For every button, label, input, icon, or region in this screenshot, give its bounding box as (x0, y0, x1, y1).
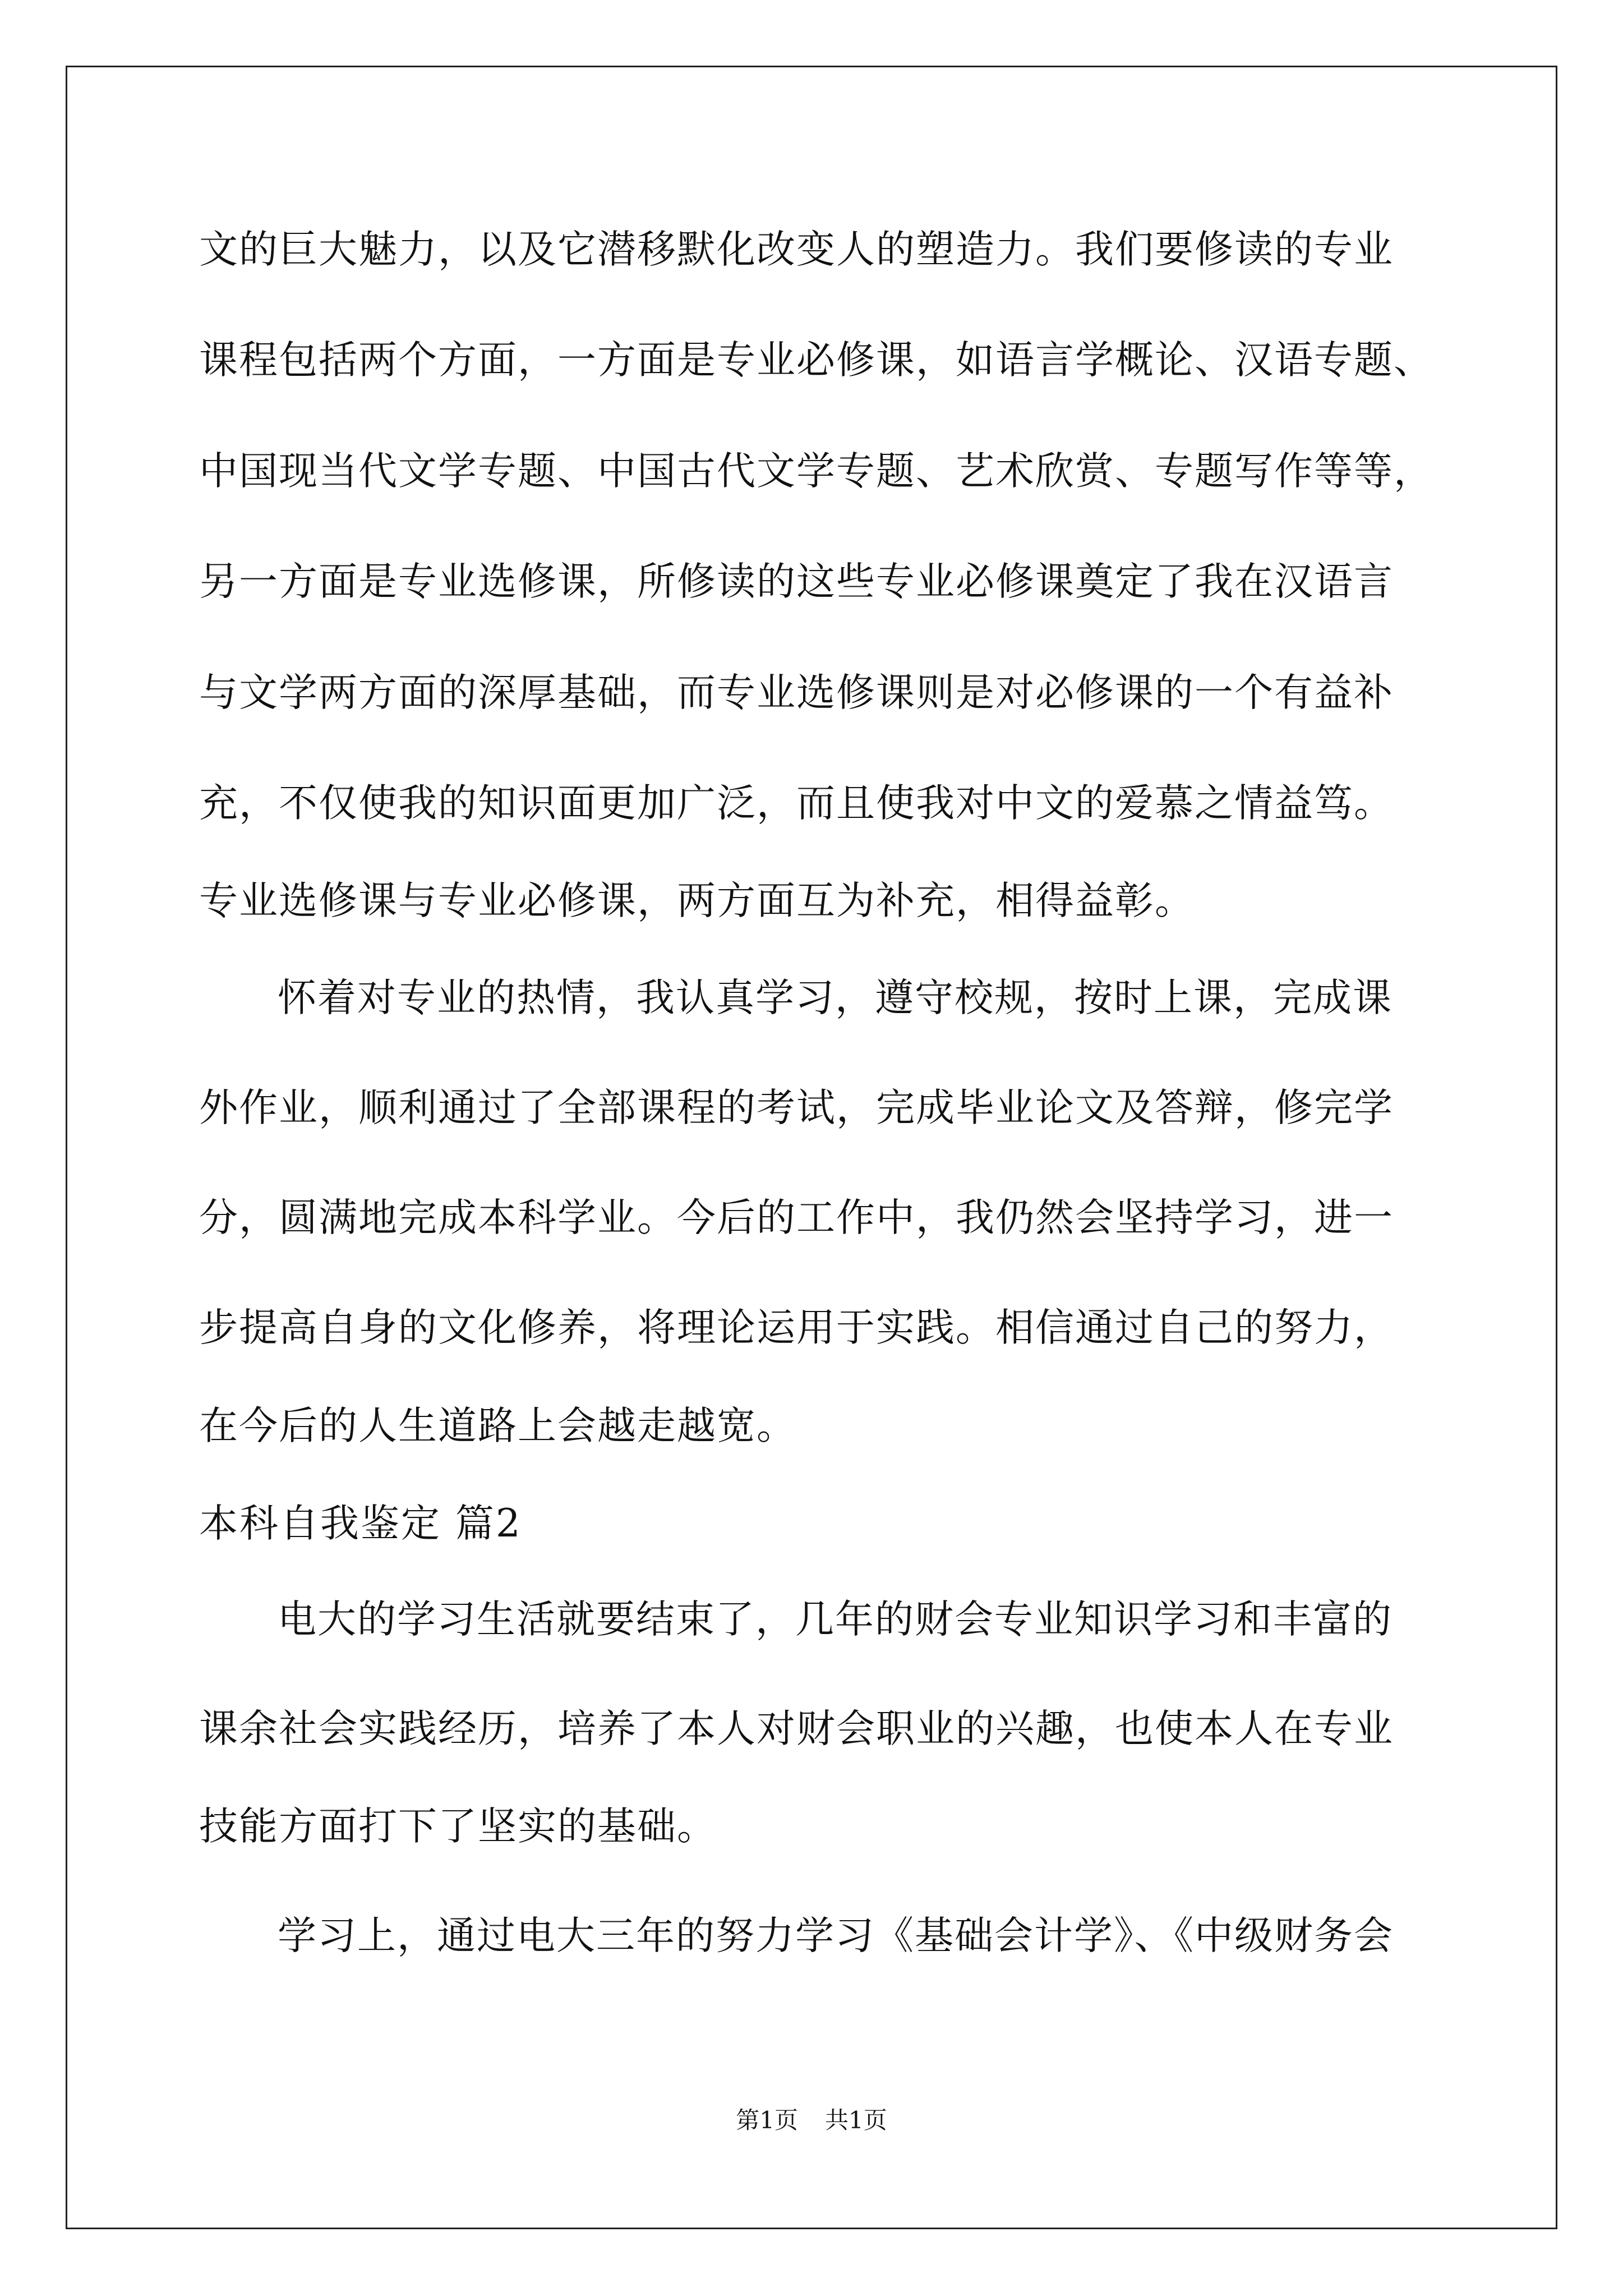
body-text-line: 外作业，顺利通过了全部课程的考试，完成毕业论文及答辩，修完学 (199, 1085, 1394, 1130)
page-border (66, 66, 1557, 2229)
body-text-line: 在今后的人生道路上会越走越宽。 (199, 1404, 796, 1448)
body-text-line: 技能方面打下了坚实的基础。 (199, 1804, 717, 1849)
paragraph-start-line: 电大的学习生活就要结束了，几年的财会专业知识学习和丰富的 (278, 1597, 1393, 1642)
page-footer (0, 2105, 1623, 2136)
section-heading: 本科自我鉴定 篇2 (199, 1501, 522, 1546)
body-text-line: 课程包括两个方面，一方面是专业必修课，如语言学概论、汉语专题、 (199, 338, 1433, 383)
paragraph-start-line: 怀着对专业的热情，我认真学习，遵守校规，按时上课，完成课 (278, 976, 1393, 1020)
body-text-line: 中国现当代文学专题、中国古代文学专题、艺术欣赏、专题写作等等， (199, 449, 1433, 494)
body-text-line: 文的巨大魅力，以及它潜移默化改变人的塑造力。我们要修读的专业 (199, 227, 1394, 272)
body-text-line: 课余社会实践经历，培养了本人对财会职业的兴趣，也使本人在专业 (199, 1706, 1394, 1751)
body-text-line: 充，不仅使我的知识面更加广泛，而且使我对中文的爱慕之情益笃。 (199, 781, 1394, 826)
body-text-line: 专业选修课与专业必修课，两方面互为补充，相得益彰。 (199, 878, 1195, 923)
page-number: 第1页 (736, 2106, 798, 2134)
body-text-line: 分，圆满地完成本科学业。今后的工作中，我仍然会坚持学习，进一 (199, 1195, 1394, 1240)
total-pages: 共1页 (825, 2106, 887, 2134)
body-text-line: 另一方面是专业选修课，所修读的这些专业必修课奠定了我在汉语言 (199, 559, 1394, 604)
paragraph-start-line: 学习上，通过电大三年的努力学习《基础会计学》、《中级财务会 (278, 1913, 1394, 1958)
body-text-line: 步提高自身的文化修养，将理论运用于实践。相信通过自己的努力， (199, 1305, 1394, 1350)
body-text-line: 与文学两方面的深厚基础，而专业选修课则是对必修课的一个有益补 (199, 670, 1394, 715)
